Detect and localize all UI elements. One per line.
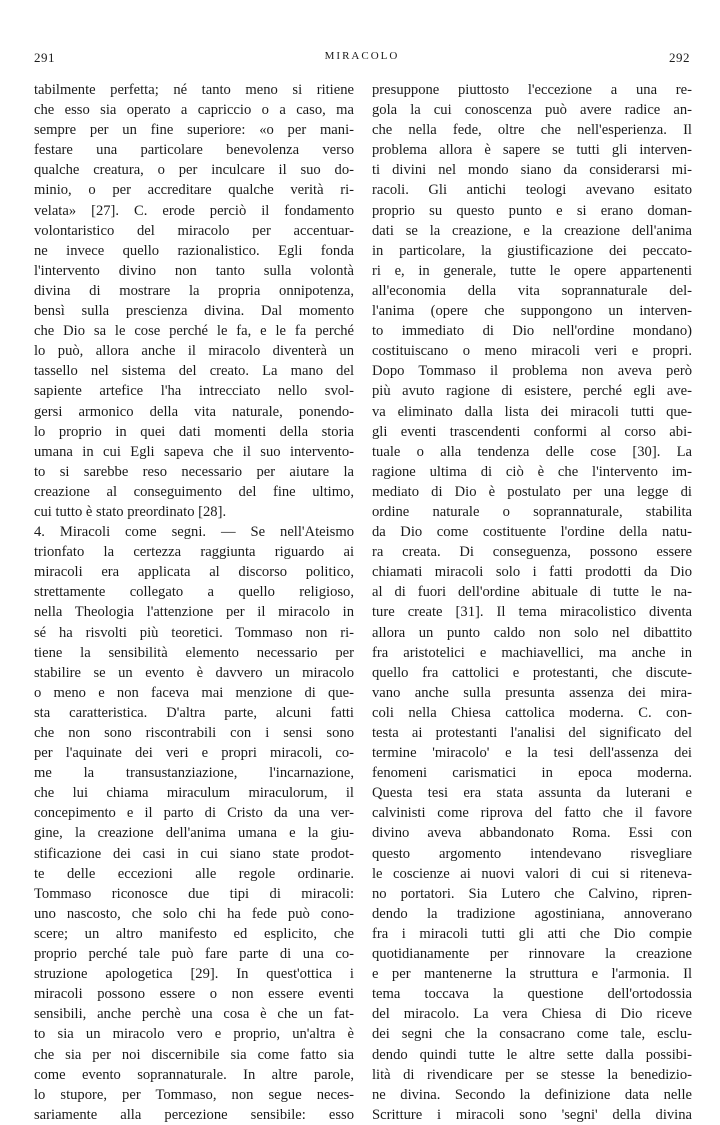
text-line: uno nascosto, che solo chi ha fede può cono- — [34, 905, 354, 922]
text-line: stabilire se un evento è davvero un miracolo — [34, 664, 354, 681]
text-line: me la transustanziazione, l'incarnazione, — [34, 765, 354, 782]
text-line: o meno e non faceva mai menzione di que- — [34, 684, 354, 701]
text-line: Tommaso riconosce due tipi di miracoli: — [34, 885, 354, 902]
text-line: divina di mostrare la propria onnipotenza, — [34, 282, 354, 299]
text-line: chiamati miracoli solo i fatti prodotti da Dio — [372, 564, 692, 581]
text-line: lità di rivendicare per se stesse la benedizio- — [372, 1066, 692, 1083]
text-line: bensì sulla prescienza divina. Dal momento — [34, 303, 354, 320]
text-line: dendo quindi tutte le altre sette dalla possibi- — [372, 1046, 692, 1063]
text-line: all'economia della vita soprannaturale del- — [372, 282, 692, 299]
text-line: festare una particolare benevolenza verso — [34, 142, 354, 159]
text-line: miracoli possono essere o non essere eventi — [34, 986, 354, 1003]
text-line: miracoli era applicata al discorso politico, — [34, 564, 354, 581]
text-line: qualche creatura, o per inculcare il suo do- — [34, 162, 354, 179]
text-line: calvinisti come riprova del fatto che il favore — [372, 805, 692, 822]
text-line: fra i miracoli tutti gli atti che Dio compie — [372, 925, 692, 942]
text-line: che non sono riscontrabili con i sensi sono — [34, 725, 354, 741]
running-title: MIRACOLO — [324, 50, 400, 62]
text-line: che Dio sa le cose perché le fa, e le fa perché — [34, 323, 354, 340]
text-line: strettamente collegato a quello religioso, — [34, 584, 354, 601]
text-line: sempre per un fine superiore: «o per mani- — [34, 122, 354, 139]
text-line: problema allora è sapere se tutti gli interven- — [372, 142, 692, 159]
text-line: testa ai protestanti l'analisi del significato del — [372, 725, 692, 741]
text-line: struzione apologetica [29]. In quest'ottica i — [34, 966, 354, 983]
text-line: ti divini nel mondo siano da considerarsi mi- — [372, 162, 692, 179]
running-header — [34, 50, 690, 70]
text-line: concepimento e il parto di Cristo da una ver- — [34, 805, 354, 822]
text-line: le coscienze ai nuovi valori di cui si riteneva- — [372, 865, 692, 882]
text-line: tabilmente perfetta; né tanto meno si ritiene — [34, 82, 354, 98]
text-line: l'anima (opere che suppongono un interven- — [372, 303, 692, 320]
text-line: Scritture i miracoli sono 'segni' della divina — [372, 1106, 692, 1123]
left-column — [34, 80, 354, 1125]
text-line: ra creata. Di conseguenza, possono essere — [372, 544, 692, 561]
text-line: che esso sia operato a capriccio o a caso, ma — [34, 102, 354, 119]
text-line: questo argomento intendevano risvegliare — [372, 845, 692, 862]
text-line: ragione ultima di ciò è che l'intervento im- — [372, 463, 692, 480]
text-line: ordine naturale o soprannaturale, stabilita — [372, 503, 692, 520]
right-column — [372, 80, 692, 1125]
text-line: racoli. Gli antichi teologi avevano esitato — [372, 182, 692, 199]
text-line: per l'aquinate dei veri e propri miracoli, co- — [34, 745, 354, 762]
text-line: che sia per noi discernibile sia come fatto sia — [34, 1046, 354, 1063]
text-line: tiene la sensibilità elemento necessario per — [34, 644, 354, 661]
text-line: 4. Miracoli come segni. — Se nell'Ateismo — [34, 524, 354, 541]
text-line: nella Theologia l'attenzione per il miracolo in — [34, 604, 354, 621]
text-line: ne divina. Secondo la definizione data nelle — [372, 1086, 692, 1103]
text-line: lo proprio in quei dati momenti della storia — [34, 423, 354, 440]
text-line: minio, o per accreditare qualche verità ri- — [34, 182, 354, 199]
text-line: cui tutto è stato preordinato [28]. — [34, 503, 227, 520]
text-line: Questa tesi era stata assunta da luterani e — [372, 785, 692, 802]
text-line: umana in cui Egli sapeva che il suo intervento- — [34, 443, 354, 460]
text-line: sensibili, anche perchè una cosa è che un fat- — [34, 1006, 354, 1023]
text-line: fra aristotelici e machiavellici, ma anche in — [372, 644, 692, 661]
text-line: l'intervento divino non tanto sulla volontà — [34, 262, 354, 279]
text-line: come evento soprannaturale. In altre parole, — [34, 1066, 354, 1083]
text-line: lo può, allora anche il miracolo diventerà un — [34, 343, 354, 360]
text-line: quello fra cattolici e protestanti, che discute- — [372, 664, 692, 681]
text-line: tuale o alla tendenza delle cose [30]. La — [372, 443, 692, 460]
text-line: ture create [31]. Il tema miracolistico diventa — [372, 604, 692, 621]
text-line: vano anche sulla presunta assenza dei mira- — [372, 684, 692, 701]
text-line: del miracolo. La vera Chiesa di Dio riceve — [372, 1006, 692, 1023]
text-line: presuppone piuttosto l'eccezione a una re- — [372, 82, 692, 98]
text-line: scere; un altro manifesto ed esplicito, che — [34, 925, 354, 942]
text-line: fenomeni carismatici in epoca moderna. — [372, 765, 692, 782]
text-line: gola la cui conoscenza può avere radice an- — [372, 102, 692, 119]
text-line: to sia un miracolo vero e proprio, un'altra è — [34, 1026, 354, 1043]
text-line: da Dio come costituente l'ordine della natu- — [372, 524, 692, 541]
text-line: proprio perché tale può fare parte di una co- — [34, 946, 354, 963]
text-line: sta caratteristica. D'altra parte, alcuni fatti — [34, 704, 354, 721]
text-line: dati se la creazione, e la creazione dell'anima — [372, 222, 692, 239]
text-line: ri e, in generale, tutte le opere appartenenti — [372, 262, 692, 279]
text-line: che nella fede, oltre che nell'esperienza. Il — [372, 122, 692, 139]
text-line: al di fuori dell'ordine abituale di tutte le na- — [372, 584, 692, 601]
page-number-right: 292 — [669, 50, 690, 65]
text-line: sé ha risvolti più teoretici. Tommaso non ri- — [34, 624, 354, 641]
text-line: più avuto ragione di esistere, perché egli ave- — [372, 383, 692, 400]
text-line: termine 'miracolo' e la tesi dell'assenza dei — [372, 745, 692, 762]
text-line: ne invece quello razionalistico. Egli fonda — [34, 242, 354, 259]
text-line: volontaristico del miracolo per accentuar- — [34, 222, 354, 239]
page-number-left: 291 — [34, 50, 55, 65]
text-line: creazione al conseguimento del fine ultimo, — [34, 483, 354, 500]
text-line: costituiscano o meno miracoli veri e propri. — [372, 343, 692, 360]
text-line: allora un punto caldo non solo nel dibattito — [372, 624, 692, 641]
text-line: gine, la creazione dell'anima umana e la giu- — [34, 825, 354, 842]
text-line: e per mantenerne la struttura e l'armonia. Il — [372, 966, 692, 983]
text-line: gli eventi trascendenti conformi al corso abi- — [372, 423, 692, 440]
text-line: trionfato la certezza raggiunta riguardo ai — [34, 544, 354, 561]
text-line: sariamente alla percezione sensibile: esso — [34, 1106, 354, 1123]
text-line: tema toccava la questione dell'ortodossia — [372, 986, 692, 1003]
text-line: sapiente artefice l'ha intrecciato nello svol- — [34, 383, 354, 400]
text-line: velata» [27]. C. erode perciò il fondamento — [34, 202, 354, 219]
text-line: coli nella Chiesa cattolica moderna. C. con- — [372, 704, 692, 721]
text-line: divino aveva abbandonato Roma. Essi con — [372, 825, 692, 842]
text-line: dei segni che la consacrano come tale, esclu- — [372, 1026, 692, 1043]
text-line: quotidianamente per rinnovare la creazione — [372, 946, 692, 963]
text-line: dendo la tradizione agostiniana, annoverano — [372, 905, 692, 922]
text-line: stificazione dei casi in cui siano state prodot- — [34, 845, 354, 862]
text-line: te delle eccezioni alle regole ordinarie. — [34, 865, 354, 882]
text-line: no portatori. Sia Lutero che Calvino, ripren- — [372, 885, 692, 902]
text-line: in particolare, la giustificazione dei peccato- — [372, 242, 692, 259]
text-line: gersi armonico della vita naturale, ponendo- — [34, 403, 354, 420]
text-line: to immediato di Dio nell'ordine mondano) — [372, 323, 692, 340]
text-line: mediato di Dio è postulato per una legge di — [372, 483, 692, 500]
text-line: tassello nel sistema del creato. La mano del — [34, 363, 354, 380]
text-line: proprio su questo punto e si erano doman- — [372, 202, 692, 219]
text-line: va eliminato dalla lista dei miracoli tutti que- — [372, 403, 692, 420]
text-line: che lui chiama miraculum miraculorum, il — [34, 785, 354, 802]
text-line: Dopo Tommaso il problema non aveva però — [372, 363, 692, 380]
text-line: lo stupore, per Tommaso, non segue neces- — [34, 1086, 354, 1103]
text-line: to si sarebbe reso necessario per aiutare la — [34, 463, 354, 480]
